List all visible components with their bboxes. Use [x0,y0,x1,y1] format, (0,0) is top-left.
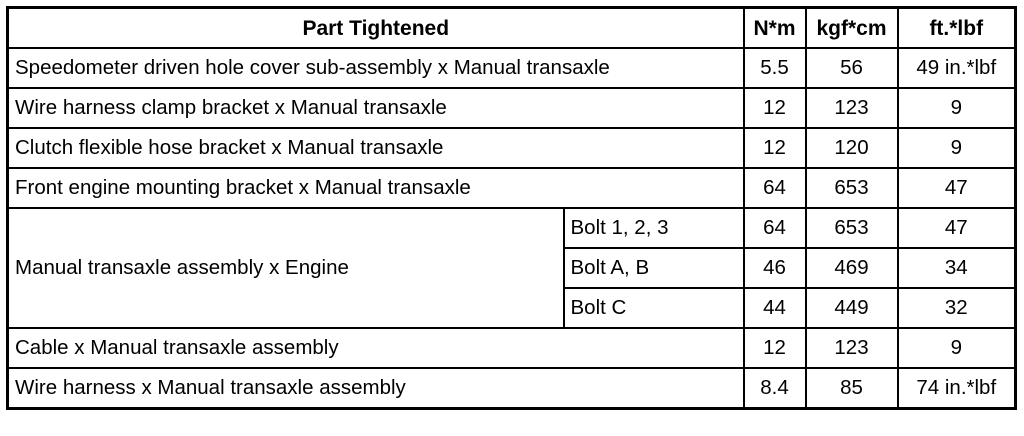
torque-table-container [6,6,1017,410]
ftlbf-cell: 9 [898,88,1016,128]
table-row [8,168,1016,208]
ftlbf-cell: 9 [898,328,1016,368]
kgfcm-cell: 123 [806,328,898,368]
table-row [8,48,1016,88]
kgfcm-cell: 653 [806,208,898,248]
ftlbf-cell: 32 [898,288,1016,328]
part-cell: Front engine mounting bracket x Manual transaxle [8,168,744,208]
nm-cell: 12 [744,328,806,368]
kgfcm-cell: 56 [806,48,898,88]
nm-cell: 44 [744,288,806,328]
header-kgfcm: kgf*cm [806,8,898,49]
torque-specification-table [6,6,1017,410]
ftlbf-cell: 47 [898,168,1016,208]
kgfcm-cell: 120 [806,128,898,168]
ftlbf-cell: 9 [898,128,1016,168]
group-part-cell: Manual transaxle assembly x Engine [8,208,564,328]
bolt-cell: Bolt 1, 2, 3 [564,208,744,248]
kgfcm-cell: 123 [806,88,898,128]
header-ftlbf: ft.*lbf [898,8,1016,49]
table-row [8,128,1016,168]
table-row [8,88,1016,128]
nm-cell: 46 [744,248,806,288]
nm-cell: 64 [744,208,806,248]
header-part-tightened: Part Tightened [8,8,744,49]
table-row [8,368,1016,409]
nm-cell: 64 [744,168,806,208]
header-nm: N*m [744,8,806,49]
part-cell: Wire harness clamp bracket x Manual transaxle [8,88,744,128]
part-cell: Speedometer driven hole cover sub-assembly x Manual transaxle [8,48,744,88]
kgfcm-cell: 653 [806,168,898,208]
nm-cell: 12 [744,88,806,128]
nm-cell: 12 [744,128,806,168]
ftlbf-cell: 74 in.*lbf [898,368,1016,409]
ftlbf-cell: 34 [898,248,1016,288]
kgfcm-cell: 469 [806,248,898,288]
kgfcm-cell: 85 [806,368,898,409]
table-row [8,208,1016,248]
nm-cell: 8.4 [744,368,806,409]
part-cell: Wire harness x Manual transaxle assembly [8,368,744,409]
nm-cell: 5.5 [744,48,806,88]
table-row [8,328,1016,368]
bolt-cell: Bolt C [564,288,744,328]
bolt-cell: Bolt A, B [564,248,744,288]
kgfcm-cell: 449 [806,288,898,328]
part-cell: Cable x Manual transaxle assembly [8,328,744,368]
ftlbf-cell: 49 in.*lbf [898,48,1016,88]
header-row [8,8,1016,49]
ftlbf-cell: 47 [898,208,1016,248]
part-cell: Clutch flexible hose bracket x Manual transaxle [8,128,744,168]
